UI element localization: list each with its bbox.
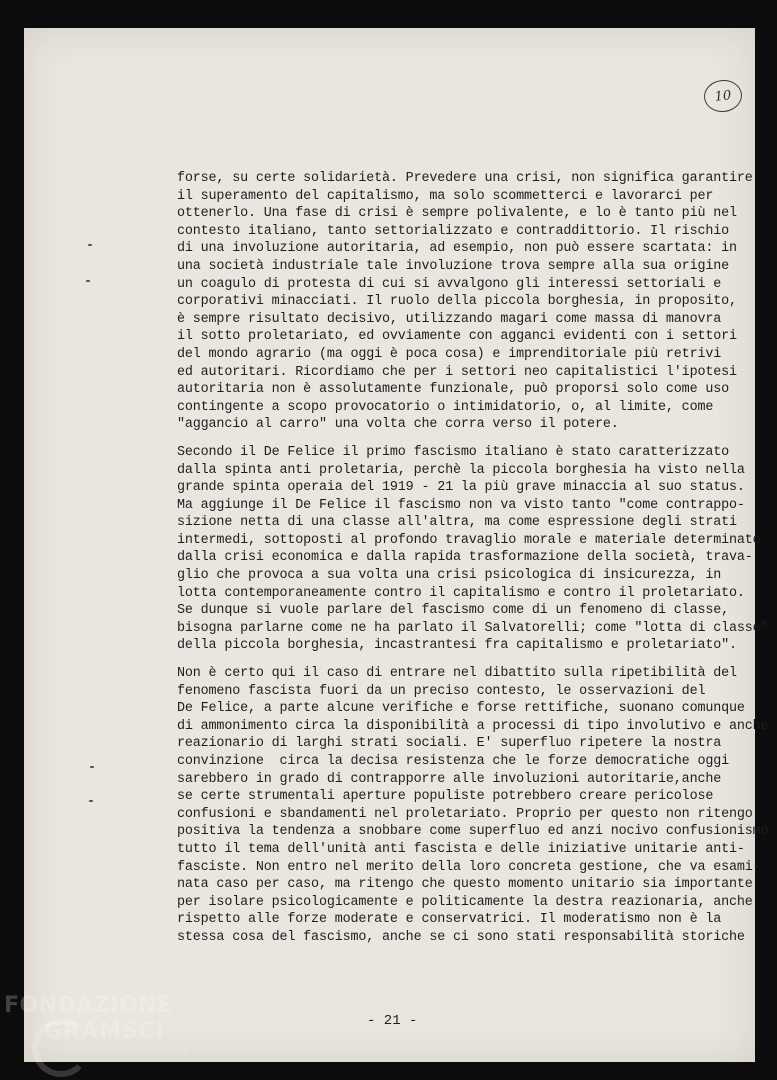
text-line: grande spinta operaia del 1919 - 21 la più grave minaccia al suo status. xyxy=(177,480,745,496)
text-line: corporativi minacciati. Il ruolo della piccola borghesia, in proposito, xyxy=(177,294,737,310)
watermark-logo-icon xyxy=(32,1019,90,1077)
text-line: positiva la tendenza a snobbare come superfluo ed anzi nocivo confusionismo xyxy=(177,824,769,840)
text-line: del mondo agrario (ma oggi è poca cosa) e imprenditoriale più retrivi xyxy=(177,346,722,362)
text-line: ed autoritari. Ricordiamo che per i settori neo capitalistici l'ipotesi xyxy=(177,364,737,380)
text-line: "aggancio al carro" una volta che corra verso il potere. xyxy=(177,417,619,433)
margin-mark xyxy=(88,244,92,246)
text-line: della piccola borghesia, incastrantesi fra capitalismo e proletariato". xyxy=(177,638,737,654)
folio-stamp xyxy=(702,78,743,114)
watermark-line2: GRAMSCI xyxy=(44,1019,166,1044)
text-line: intermedi, sottoposti al profondo travaglio morale e materiale determinato xyxy=(177,532,761,548)
page-number: - 21 - xyxy=(367,1013,418,1029)
text-line: di ammonimento circa la disponibilità a processi di tipo involutivo e anche xyxy=(177,718,769,734)
text-line: un coagulo di protesta di cui si avvalgono gli interessi settoriali e xyxy=(177,276,722,292)
text-line: De Felice, a parte alcune verifiche e forse rettifiche, suonano comunque xyxy=(177,701,745,717)
text-line: Secondo il De Felice il primo fascismo italiano è stato caratterizzato xyxy=(177,444,729,460)
text-line: ottenerlo. Una fase di crisi è sempre polivalente, e lo è tanto più nel xyxy=(177,206,737,222)
text-line: stessa cosa del fascismo, anche se ci sono stati responsabilità storiche xyxy=(177,929,745,945)
watermark-suffix: onlus xyxy=(164,1047,189,1057)
text-line: nata caso per caso, ma ritengo che questo momento unitario sia importante xyxy=(177,877,753,893)
text-line: convinzione circa la decisa resistenza che le forze democratiche oggi xyxy=(177,754,729,769)
text-line: confusioni e sbandamenti nel proletariato. Proprio per questo non ritengo xyxy=(177,806,753,822)
text-line: il superamento del capitalismo, ma solo scommetterci e lavorarci per xyxy=(177,188,714,204)
paragraph xyxy=(177,444,769,655)
text-line: contesto italiano, tanto settorializzato e contraddittorio. Il rischio xyxy=(177,223,729,239)
margin-mark xyxy=(89,800,93,802)
text-line: glio che provoca a sua volta una crisi psicologica di insicurezza, in xyxy=(177,568,722,584)
watermark-line1: FONDAZIONE xyxy=(4,993,173,1018)
text-line: Non è certo qui il caso di entrare nel dibattito sulla ripetibilità del xyxy=(177,666,737,682)
text-line: per isolare psicologicamente e politicamente la destra reazionaria, anche xyxy=(177,894,753,910)
margin-mark xyxy=(86,280,90,282)
text-line: tutto il tema dell'unità anti fascista e delle iniziative unitarie anti- xyxy=(177,841,745,857)
text-line: il sotto proletariato, ed ovviamente con agganci evidenti con i settori xyxy=(177,329,737,345)
paragraph xyxy=(177,665,769,947)
text-line: sizione netta di una classe all'altra, ma come espressione degli strati xyxy=(177,515,737,531)
text-line: contingente a scopo provocatorio o intimidatorio, o, al limite, come xyxy=(177,399,714,415)
text-line: Ma aggiunge il De Felice il fascismo non va visto tanto "come contrappo- xyxy=(177,497,745,513)
archive-watermark xyxy=(4,993,189,1057)
text-line: autoritaria non è assolutamente funzionale, può proporsi solo come uso xyxy=(177,382,729,398)
text-line: rispetto alle forze moderate e conservatrici. Il moderatismo non è la xyxy=(177,912,722,928)
text-line: dalla crisi economica e dalla rapida trasformazione della società, trava- xyxy=(177,550,753,566)
text-line: forse, su certe solidarietà. Prevedere una crisi, non significa garantire xyxy=(177,171,753,186)
typewritten-body xyxy=(177,170,769,957)
text-line: fenomeno fascista fuori da un preciso contesto, le osservazioni del xyxy=(177,683,706,699)
document-page xyxy=(24,28,769,1062)
folio-number: 10 xyxy=(713,87,733,105)
text-line: reazionario di larghi strati sociali. E' superfluo ripetere la nostra xyxy=(177,736,722,752)
text-line: se certe strumentali aperture populiste potrebbero creare pericolose xyxy=(177,789,714,805)
paragraph xyxy=(177,170,753,434)
text-line: lotta contemporaneamente contro il capitalismo e contro il proletariato. xyxy=(177,585,745,601)
text-line: una società industriale tale involuzione trova sempre alla sua origine xyxy=(177,258,729,274)
text-line: di una involuzione autoritaria, ad esempio, non può essere scartata: in xyxy=(177,241,737,257)
text-line: Se dunque si vuole parlare del fascismo come di un fenomeno di classe, xyxy=(177,603,729,619)
text-line: dalla spinta anti proletaria, perchè la piccola borghesia ha visto nella xyxy=(177,462,745,478)
text-line: bisogna parlarne come ne ha parlato il Salvatorelli; come "lotta di classe" xyxy=(177,620,769,636)
text-line: fasciste. Non entro nel merito della loro concreta gestione, che va esami- xyxy=(177,859,761,875)
margin-mark xyxy=(90,766,94,768)
text-line: sarebbero in grado di contrapporre alle involuzioni autoritarie,anche xyxy=(177,771,722,787)
text-line: è sempre risultato decisivo, utilizzando magari come massa di manovra xyxy=(177,311,722,327)
